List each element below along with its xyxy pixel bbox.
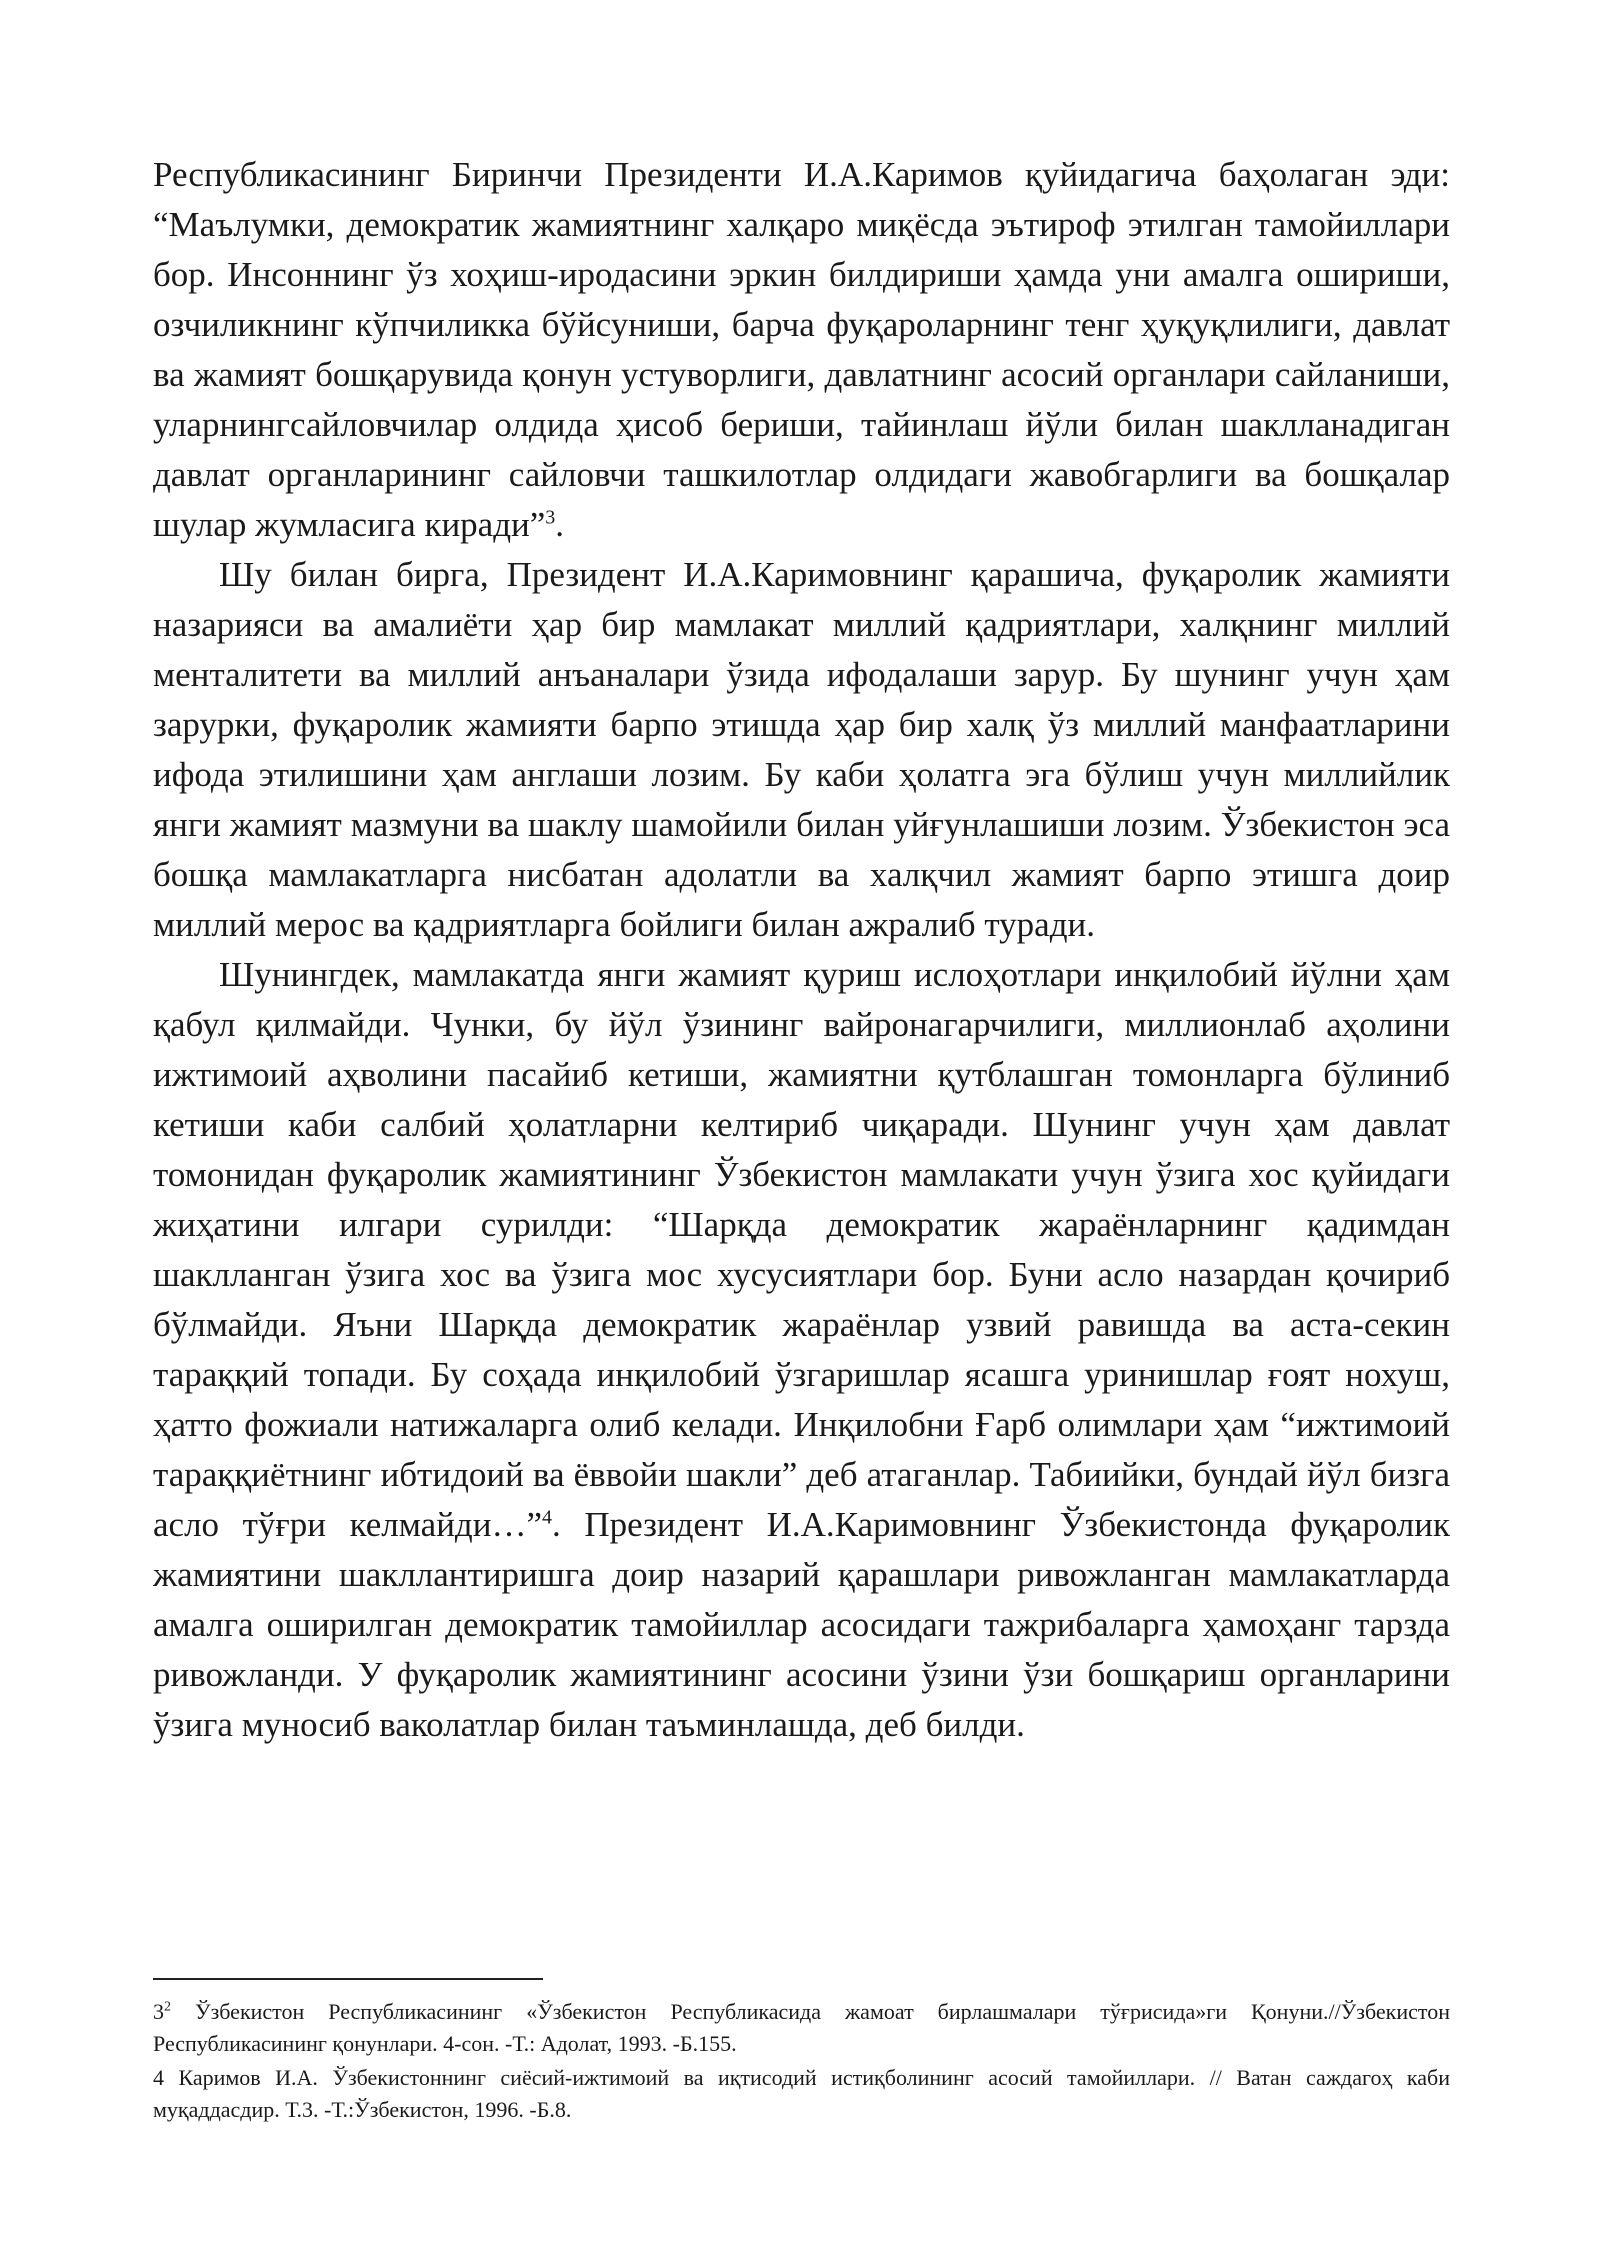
footnote-ref-3: 3: [545, 506, 556, 529]
document-body: [153, 150, 1450, 1750]
paragraph-3: [153, 950, 1450, 1750]
footnote-3-text: Ўзбекистон Республикасининг «Ўзбекистон Республикасида жамоат бирлашмалари тўғрисида»ги Қонуни.//Ўзбекистон Республикасининг қонунлари. 4-сон. -Т.: Адолат, 1993. -Б.155.: [153, 1999, 1450, 2056]
footnote-3-sup: 2: [164, 1999, 171, 2015]
footnotes: [153, 1996, 1450, 2128]
footnote-separator: [153, 1978, 543, 1980]
footnote-3: [153, 1996, 1450, 2060]
paragraph-1-end: .: [555, 505, 565, 544]
paragraph-1-text: Республикасининг Биринчи Президенти И.А.Каримов қуйидагича баҳолаган эди: “Маълумки, демократик жамиятнинг халқаро миқёсда эътироф этилган тамойиллари бор. Инсоннинг ўз хоҳиш-иродасини эркин билдириши ҳамда уни амалга ошириши, озчиликнинг кўпчиликка бўйсуниши, барча фуқароларнинг тенг ҳуқуқлилиги, давлат ва жамият бошқарувида қонун устуворлиги, давлатнинг асосий органлари сайланиши, уларнингсайловчилар олдида ҳисоб бериши, тайинлаш йўли билан шаклланадиган давлат органларининг сайловчи ташкилотлар олдидаги жавобгарлиги ва бошқалар шулар жумласига киради”: [153, 155, 1450, 544]
footnote-4: [153, 2062, 1450, 2126]
paragraph-3-text-before: Шунингдек, мамлакатда янги жамият қуриш ислоҳотлари инқилобий йўлни ҳам қабул қилмайди. Чунки, бу йўл ўзининг вайронагарчилиги, миллионлаб аҳолини ижтимоий аҳволини пасайиб кетиши, жамиятни қутблашган томонларга бўлиниб кетиши каби салбий ҳолатларни келтириб чиқаради. Шунинг учун ҳам давлат томонидан фуқаролик жамиятининг Ўзбекистон мамлакати учун ўзига хос қуйидаги жиҳатини илгари сурилди: “Шарқда демократик жараёнларнинг қадимдан шаклланган ўзига хос ва ўзига мос хусусиятлари бор. Буни асло назардан қочириб бўлмайди. Яъни Шарқда демократик жараёнлар узвий равишда ва аста-секин тараққий топади. Бу соҳада инқилобий ўзгаришлар ясашга уринишлар ғоят нохуш, ҳатто фожиали натижаларга олиб келади. Инқилобни Ғарб олимлари ҳам “ижтимоий тараққиётнинг ибтидоий ва ёввойи шакли” деб атаганлар. Табиийки, бундай йўл бизга асло тўғри келмайди…”: [153, 955, 1450, 1544]
footnote-3-number: 3: [153, 1999, 164, 2024]
footnote-ref-4: 4: [542, 1506, 552, 1529]
footnote-4-number: 4: [153, 2065, 164, 2090]
paragraph-2-text: Шу билан бирга, Президент И.А.Каримовнинг қарашича, фуқаролик жамияти назарияси ва амалиёти ҳар бир мамлакат миллий қадриятлари, халқнинг миллий менталитети ва миллий анъаналари ўзида ифодалаши зарур. Бу шунинг учун ҳам зарурки, фуқаролик жамияти барпо этишда ҳар бир халқ ўз миллий манфаатларини ифода этилишини ҳам англаши лозим. Бу каби ҳолатга эга бўлиш учун миллийлик янги жамият мазмуни ва шаклу шамойили билан уйғунлашиши лозим. Ўзбекистон эса бошқа мамлакатларга нисбатан адолатли ва халқчил жамият барпо этишга доир миллий мерос ва қадриятларга бойлиги билан ажралиб туради.: [153, 555, 1450, 944]
paragraph-3-text-after: . Президент И.А.Каримовнинг Ўзбекистонда фуқаролик жамиятини шакллантиришга доир назарий қарашлари ривожланган мамлакатларда амалга оширилган демократик тамойиллар асосидаги тажрибаларга ҳамоҳанг тарзда ривожланди. У фуқаролик жамиятининг асосини ўзини ўзи бошқариш органларини ўзига муносиб ваколатлар билан таъминлашда, деб билди.: [153, 1505, 1450, 1744]
paragraph-1: [153, 150, 1450, 550]
paragraph-2: [153, 550, 1450, 950]
footnote-4-text: Каримов И.А. Ўзбекистоннинг сиёсий-ижтимоий ва иқтисодий истиқболининг асосий тамойиллари. // Ватан саждагоҳ каби муқаддасдир. Т.3. -Т.:Ўзбекистон, 1996. -Б.8.: [153, 2065, 1450, 2122]
